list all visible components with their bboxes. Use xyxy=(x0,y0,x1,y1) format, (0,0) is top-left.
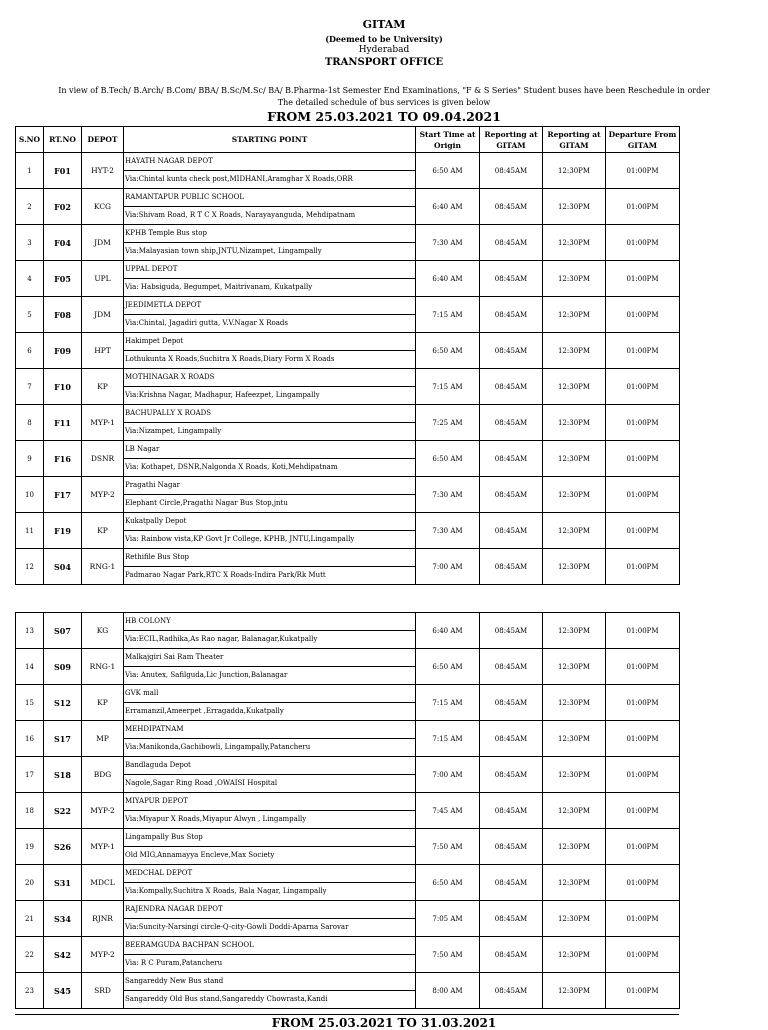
row-reporting-am: 08:45AM xyxy=(480,757,543,793)
col-reporting-am: Reporting at GITAM xyxy=(480,127,543,153)
table-row xyxy=(16,649,680,685)
row-starting-point xyxy=(124,477,416,513)
row-start-time: 7:15 AM xyxy=(416,685,480,721)
table-row xyxy=(16,549,680,585)
row-starting-point xyxy=(124,297,416,333)
row-depot: HPT xyxy=(82,333,124,369)
col-start-time: Start Time at Origin xyxy=(416,127,480,153)
starting-point-via: Via: Anutex, Safilguda,Lic Junction,Balanagar xyxy=(125,671,288,679)
row-start-time: 7:00 AM xyxy=(416,549,480,585)
starting-point-via: Via:Malayasian town ship,JNTU,Nizampet, Lingampally xyxy=(125,247,322,255)
row-depot: BDG xyxy=(82,757,124,793)
row-route-number: S12 xyxy=(44,685,82,721)
row-start-time: 7:50 AM xyxy=(416,829,480,865)
row-start-time: 7:50 AM xyxy=(416,937,480,973)
row-reporting-pm: 12:30PM xyxy=(543,405,606,441)
row-departure: 01:00PM xyxy=(606,513,680,549)
row-depot: SRD xyxy=(82,973,124,1009)
office-title: TRANSPORT OFFICE xyxy=(324,57,444,68)
row-reporting-am: 08:45AM xyxy=(480,153,543,189)
starting-point-name: MOTHINAGAR X ROADS xyxy=(124,369,416,387)
col-departure: Departure From GITAM xyxy=(606,127,680,153)
row-sno: 14 xyxy=(16,649,44,685)
starting-point-name: Kukatpally Depot xyxy=(124,513,416,531)
row-reporting-pm: 12:30PM xyxy=(543,685,606,721)
row-departure: 01:00PM xyxy=(606,441,680,477)
starting-point-via: Via:Kompally,Suchitra X Roads, Bala Nagar, Lingampally xyxy=(125,887,327,895)
row-departure: 01:00PM xyxy=(606,649,680,685)
row-starting-point xyxy=(124,441,416,477)
starting-point-via: Via:Krishna Nagar, Madhapur, Hafeezpet, Lingampally xyxy=(125,391,320,399)
starting-point-name: Sangareddy New Bus stand xyxy=(124,973,416,991)
row-sno: 8 xyxy=(16,405,44,441)
row-starting-point xyxy=(124,405,416,441)
row-route-number: S42 xyxy=(44,937,82,973)
row-depot: MP xyxy=(82,721,124,757)
row-start-time: 7:25 AM xyxy=(416,405,480,441)
row-departure: 01:00PM xyxy=(606,189,680,225)
row-sno: 23 xyxy=(16,973,44,1009)
row-starting-point xyxy=(124,189,416,225)
starting-point-via: Via: R C Puram,Patancheru xyxy=(125,959,223,967)
row-starting-point xyxy=(124,973,416,1009)
table-row xyxy=(16,513,680,549)
row-reporting-am: 08:45AM xyxy=(480,477,543,513)
row-reporting-am: 08:45AM xyxy=(480,189,543,225)
table-row xyxy=(16,261,680,297)
row-reporting-pm: 12:30PM xyxy=(543,189,606,225)
starting-point-via: Erramanzil,Ameerpet ,Erragadda,Kukatpally xyxy=(125,707,284,715)
row-sno: 21 xyxy=(16,901,44,937)
row-sno: 17 xyxy=(16,757,44,793)
row-route-number: S34 xyxy=(44,901,82,937)
starting-point-name: KPHB Temple Bus stop xyxy=(124,225,416,243)
row-route-number: F02 xyxy=(44,189,82,225)
schedule-table-1 xyxy=(15,126,680,585)
starting-point-name: HAYATH NAGAR DEPOT xyxy=(124,153,416,171)
row-sno: 20 xyxy=(16,865,44,901)
col-rtno: RT.NO xyxy=(44,127,82,153)
row-starting-point xyxy=(124,649,416,685)
row-reporting-pm: 12:30PM xyxy=(543,865,606,901)
row-start-time: 7:00 AM xyxy=(416,757,480,793)
row-reporting-am: 08:45AM xyxy=(480,973,543,1009)
starting-point-via: Old MIG,Annamayya Encleve,Max Society xyxy=(125,851,275,859)
table-row xyxy=(16,225,680,261)
row-route-number: F08 xyxy=(44,297,82,333)
table-row xyxy=(16,937,680,973)
row-reporting-am: 08:45AM xyxy=(480,613,543,649)
row-depot: MDCL xyxy=(82,865,124,901)
starting-point-via: Padmarao Nagar Park,RTC X Roads-Indira Park/Rk Mutt xyxy=(125,571,326,579)
starting-point-via: Via:Manikonda,Gachibowli, Lingampally,Patancheru xyxy=(125,743,311,751)
row-route-number: F05 xyxy=(44,261,82,297)
row-reporting-pm: 12:30PM xyxy=(543,901,606,937)
starting-point-name: JEEDIMETLA DEPOT xyxy=(124,297,416,315)
row-start-time: 8:00 AM xyxy=(416,973,480,1009)
row-start-time: 6:50 AM xyxy=(416,333,480,369)
table-row xyxy=(16,297,680,333)
row-reporting-pm: 12:30PM xyxy=(543,793,606,829)
starting-point-name: MEDCHAL DEPOT xyxy=(124,865,416,883)
row-depot: RJNR xyxy=(82,901,124,937)
starting-point-name: MIYAPUR DEPOT xyxy=(124,793,416,811)
starting-point-name: Hakimpet Depot xyxy=(124,333,416,351)
row-reporting-pm: 12:30PM xyxy=(543,225,606,261)
row-reporting-am: 08:45AM xyxy=(480,649,543,685)
table-header-row xyxy=(16,127,680,153)
starting-point-via: Via:Chintal, Jagadiri gutta, V.V.Nagar X Roads xyxy=(125,319,288,327)
table-row xyxy=(16,685,680,721)
starting-point-name: MEHDIPATNAM xyxy=(124,721,416,739)
row-departure: 01:00PM xyxy=(606,973,680,1009)
row-sno: 22 xyxy=(16,937,44,973)
table-row xyxy=(16,441,680,477)
row-reporting-pm: 12:30PM xyxy=(543,261,606,297)
row-reporting-am: 08:45AM xyxy=(480,685,543,721)
institution-title: GITAM xyxy=(362,18,406,31)
row-reporting-pm: 12:30PM xyxy=(543,513,606,549)
row-departure: 01:00PM xyxy=(606,721,680,757)
row-reporting-pm: 12:30PM xyxy=(543,297,606,333)
row-sno: 2 xyxy=(16,189,44,225)
row-starting-point xyxy=(124,549,416,585)
row-reporting-am: 08:45AM xyxy=(480,793,543,829)
row-starting-point xyxy=(124,225,416,261)
row-route-number: S45 xyxy=(44,973,82,1009)
table-row xyxy=(16,721,680,757)
schedule-table-2 xyxy=(15,612,680,1009)
row-reporting-pm: 12:30PM xyxy=(543,153,606,189)
row-depot: UPL xyxy=(82,261,124,297)
row-departure: 01:00PM xyxy=(606,937,680,973)
row-route-number: F17 xyxy=(44,477,82,513)
row-route-number: S04 xyxy=(44,549,82,585)
row-starting-point xyxy=(124,613,416,649)
row-depot: KG xyxy=(82,613,124,649)
starting-point-name: UPPAL DEPOT xyxy=(124,261,416,279)
starting-point-name: Bandlaguda Depot xyxy=(124,757,416,775)
row-departure: 01:00PM xyxy=(606,685,680,721)
starting-point-via: Elephant Circle,Pragathi Nagar Bus Stop,jntu xyxy=(125,499,288,507)
row-route-number: S07 xyxy=(44,613,82,649)
col-starting-point: STARTING POINT xyxy=(124,127,416,153)
table-row xyxy=(16,793,680,829)
col-depot: DEPOT xyxy=(82,127,124,153)
row-starting-point xyxy=(124,829,416,865)
row-route-number: S22 xyxy=(44,793,82,829)
row-reporting-pm: 12:30PM xyxy=(543,721,606,757)
row-route-number: S26 xyxy=(44,829,82,865)
table-row xyxy=(16,973,680,1009)
table-row xyxy=(16,865,680,901)
row-start-time: 7:15 AM xyxy=(416,721,480,757)
col-reporting-pm: Reporting at GITAM xyxy=(543,127,606,153)
row-reporting-am: 08:45AM xyxy=(480,369,543,405)
starting-point-name: BEERAMGUDA BACHPAN SCHOOL xyxy=(124,937,416,955)
row-depot: RNG-1 xyxy=(82,549,124,585)
starting-point-via: Via:Shivam Road, R T C X Roads, Narayayanguda, Mehdipatnam xyxy=(125,211,356,219)
starting-point-name: LB Nagar xyxy=(124,441,416,459)
row-departure: 01:00PM xyxy=(606,793,680,829)
city-label: Hyderabad xyxy=(358,45,410,55)
row-reporting-am: 08:45AM xyxy=(480,297,543,333)
row-departure: 01:00PM xyxy=(606,261,680,297)
row-reporting-pm: 12:30PM xyxy=(543,549,606,585)
row-depot: DSNR xyxy=(82,441,124,477)
row-starting-point xyxy=(124,685,416,721)
row-reporting-pm: 12:30PM xyxy=(543,333,606,369)
row-depot: MYP-2 xyxy=(82,477,124,513)
row-route-number: S18 xyxy=(44,757,82,793)
row-start-time: 6:50 AM xyxy=(416,649,480,685)
row-departure: 01:00PM xyxy=(606,901,680,937)
row-reporting-am: 08:45AM xyxy=(480,441,543,477)
row-reporting-pm: 12:30PM xyxy=(543,613,606,649)
table-row xyxy=(16,829,680,865)
starting-point-via: Via: Kothapet, DSNR,Nalgonda X Roads, Koti,Mehdipatnam xyxy=(125,463,338,471)
row-depot: MYP-1 xyxy=(82,405,124,441)
row-starting-point xyxy=(124,901,416,937)
row-route-number: F16 xyxy=(44,441,82,477)
starting-point-via: Via: Habsiguda, Begumpet, Maitrivanam, Kukatpally xyxy=(125,283,313,291)
starting-point-via: Via:Nizampet, Lingampally xyxy=(125,427,222,435)
row-starting-point xyxy=(124,865,416,901)
row-sno: 15 xyxy=(16,685,44,721)
row-reporting-pm: 12:30PM xyxy=(543,369,606,405)
row-sno: 16 xyxy=(16,721,44,757)
starting-point-via: Via:Chintal kunta check post,MIDHANI,Aramghar X Roads,ORR xyxy=(125,175,353,183)
row-start-time: 6:50 AM xyxy=(416,865,480,901)
row-depot: KCG xyxy=(82,189,124,225)
starting-point-name: BACHUPALLY X ROADS xyxy=(124,405,416,423)
row-sno: 13 xyxy=(16,613,44,649)
row-reporting-am: 08:45AM xyxy=(480,937,543,973)
row-sno: 11 xyxy=(16,513,44,549)
row-sno: 12 xyxy=(16,549,44,585)
row-sno: 9 xyxy=(16,441,44,477)
row-reporting-am: 08:45AM xyxy=(480,721,543,757)
row-departure: 01:00PM xyxy=(606,829,680,865)
row-reporting-pm: 12:30PM xyxy=(543,477,606,513)
row-reporting-pm: 12:30PM xyxy=(543,829,606,865)
row-start-time: 7:30 AM xyxy=(416,225,480,261)
next-schedule-date-range: FROM 25.03.2021 TO 31.03.2021 xyxy=(271,1016,497,1030)
starting-point-name: RAMANTAPUR PUBLIC SCHOOL xyxy=(124,189,416,207)
row-reporting-am: 08:45AM xyxy=(480,513,543,549)
row-route-number: F01 xyxy=(44,153,82,189)
starting-point-name: RAJENDRA NAGAR DEPOT xyxy=(124,901,416,919)
row-reporting-am: 08:45AM xyxy=(480,333,543,369)
table-row xyxy=(16,369,680,405)
row-start-time: 6:50 AM xyxy=(416,153,480,189)
row-route-number: S09 xyxy=(44,649,82,685)
row-depot: MYP-1 xyxy=(82,829,124,865)
row-departure: 01:00PM xyxy=(606,405,680,441)
intro-text: In view of B.Tech/ B.Arch/ B.Com/ BBA/ B.Sc/M.Sc/ BA/ B.Pharma-1st Semester End Examinations, "F & S Series" Student buses have been Reschedule in order xyxy=(58,86,710,95)
row-reporting-pm: 12:30PM xyxy=(543,649,606,685)
starting-point-name: Pragathi Nagar xyxy=(124,477,416,495)
row-depot: MYP-2 xyxy=(82,937,124,973)
row-route-number: F09 xyxy=(44,333,82,369)
row-reporting-pm: 12:30PM xyxy=(543,937,606,973)
row-start-time: 7:15 AM xyxy=(416,297,480,333)
row-start-time: 7:15 AM xyxy=(416,369,480,405)
starting-point-via: Via: Rainbow vista,KP Govt Jr College, KPHB, JNTU,Lingampally xyxy=(125,535,355,543)
row-reporting-pm: 12:30PM xyxy=(543,441,606,477)
row-starting-point xyxy=(124,369,416,405)
row-sno: 6 xyxy=(16,333,44,369)
starting-point-name: Rethifile Bus Stop xyxy=(124,549,416,567)
col-sno: S.NO xyxy=(16,127,44,153)
starting-point-name: GVK mall xyxy=(124,685,416,703)
row-route-number: F11 xyxy=(44,405,82,441)
row-starting-point xyxy=(124,757,416,793)
starting-point-via: Via:Suncity-Narsingi circle-Q-city-Gowli Doddi-Aparna Sarovar xyxy=(125,923,349,931)
row-sno: 4 xyxy=(16,261,44,297)
row-depot: RNG-1 xyxy=(82,649,124,685)
row-depot: MYP-2 xyxy=(82,793,124,829)
schedule-date-range: FROM 25.03.2021 TO 09.04.2021 xyxy=(267,109,501,124)
row-start-time: 6:40 AM xyxy=(416,613,480,649)
table-row xyxy=(16,405,680,441)
row-starting-point xyxy=(124,937,416,973)
row-depot: HYT-2 xyxy=(82,153,124,189)
row-departure: 01:00PM xyxy=(606,225,680,261)
row-departure: 01:00PM xyxy=(606,865,680,901)
row-start-time: 6:40 AM xyxy=(416,189,480,225)
page-divider xyxy=(15,1014,679,1015)
row-route-number: S17 xyxy=(44,721,82,757)
row-depot: JDM xyxy=(82,297,124,333)
row-reporting-pm: 12:30PM xyxy=(543,757,606,793)
row-start-time: 7:30 AM xyxy=(416,477,480,513)
table-row xyxy=(16,757,680,793)
row-departure: 01:00PM xyxy=(606,477,680,513)
row-reporting-am: 08:45AM xyxy=(480,901,543,937)
deemed-subtitle: (Deemed to be University) xyxy=(325,34,443,44)
row-starting-point xyxy=(124,513,416,549)
row-reporting-am: 08:45AM xyxy=(480,549,543,585)
row-depot: KP xyxy=(82,513,124,549)
row-reporting-am: 08:45AM xyxy=(480,225,543,261)
row-route-number: F04 xyxy=(44,225,82,261)
table-row xyxy=(16,901,680,937)
row-sno: 19 xyxy=(16,829,44,865)
row-depot: KP xyxy=(82,369,124,405)
row-start-time: 6:50 AM xyxy=(416,441,480,477)
row-departure: 01:00PM xyxy=(606,297,680,333)
intro-text-2: The detailed schedule of bus services is given below xyxy=(277,98,491,107)
starting-point-via: Nagole,Sagar Ring Road ,OWAISI Hospital xyxy=(125,779,278,787)
table-row xyxy=(16,613,680,649)
row-sno: 5 xyxy=(16,297,44,333)
row-reporting-am: 08:45AM xyxy=(480,405,543,441)
row-route-number: F19 xyxy=(44,513,82,549)
row-reporting-am: 08:45AM xyxy=(480,829,543,865)
row-start-time: 6:40 AM xyxy=(416,261,480,297)
row-reporting-am: 08:45AM xyxy=(480,865,543,901)
table-row xyxy=(16,153,680,189)
starting-point-via: Via:Miyapur X Roads,Miyapur Alwyn , Lingampally xyxy=(125,815,307,823)
starting-point-via: Sangareddy Old Bus stand,Sangareddy Chowrasta,Kandi xyxy=(125,995,328,1003)
row-start-time: 7:45 AM xyxy=(416,793,480,829)
row-start-time: 7:30 AM xyxy=(416,513,480,549)
starting-point-name: Malkajgiri Sai Ram Theater xyxy=(124,649,416,667)
row-route-number: S31 xyxy=(44,865,82,901)
row-starting-point xyxy=(124,721,416,757)
table-row xyxy=(16,333,680,369)
row-starting-point xyxy=(124,333,416,369)
starting-point-via: Via:ECIL,Radhika,As Rao nagar, Balanagar,Kukatpally xyxy=(125,635,318,643)
row-starting-point xyxy=(124,261,416,297)
row-departure: 01:00PM xyxy=(606,549,680,585)
row-starting-point xyxy=(124,153,416,189)
table-row xyxy=(16,189,680,225)
row-reporting-pm: 12:30PM xyxy=(543,973,606,1009)
row-starting-point xyxy=(124,793,416,829)
row-depot: KP xyxy=(82,685,124,721)
row-departure: 01:00PM xyxy=(606,613,680,649)
starting-point-via: Lothukunta X Roads,Suchitra X Roads,Diary Form X Roads xyxy=(125,355,335,363)
row-start-time: 7:05 AM xyxy=(416,901,480,937)
table-row xyxy=(16,477,680,513)
row-sno: 10 xyxy=(16,477,44,513)
row-sno: 1 xyxy=(16,153,44,189)
row-departure: 01:00PM xyxy=(606,757,680,793)
row-sno: 18 xyxy=(16,793,44,829)
row-sno: 7 xyxy=(16,369,44,405)
row-depot: JDM xyxy=(82,225,124,261)
starting-point-name: HB COLONY xyxy=(124,613,416,631)
row-sno: 3 xyxy=(16,225,44,261)
row-departure: 01:00PM xyxy=(606,333,680,369)
row-departure: 01:00PM xyxy=(606,369,680,405)
row-departure: 01:00PM xyxy=(606,153,680,189)
row-reporting-am: 08:45AM xyxy=(480,261,543,297)
starting-point-name: Lingampally Bus Stop xyxy=(124,829,416,847)
row-route-number: F10 xyxy=(44,369,82,405)
